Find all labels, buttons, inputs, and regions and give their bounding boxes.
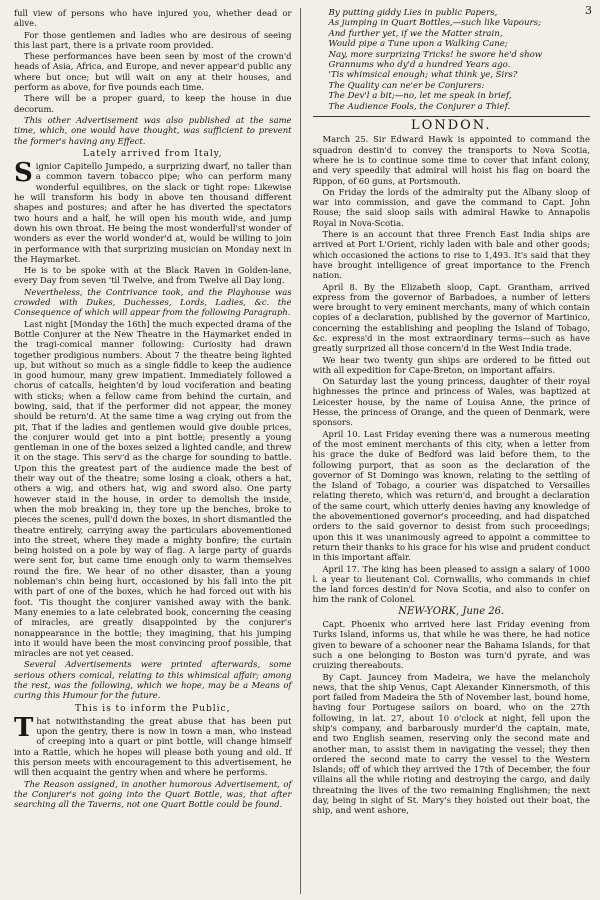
poem-line: Would pipe a Tune upon a Walking Cane; (328, 39, 508, 50)
advertisement-public (14, 712, 292, 778)
paragraph: There will be a proper guard, to keep the house in due decorum. (14, 93, 292, 114)
news-item: April 8. By the Elizabeth sloop, Capt. Grantham, arrived express from the governor of Barbadoes, a number of letters were brought to very eminent merchants, many of which contain copies of a declaration, published by the governor of Martinico, concerning the establishing and peopling the Island of Tobago, &c. express'd in the most extraordinary terms—such as have greatly surprized all those concern'd in the West India trade. (312, 281, 590, 354)
paragraph: Last night [Monday the 16th] the much expected drama of the Bottle Conjurer at the New Theatre in the Haymarket ended in the tragi-comical manner following: Curiosity had drawn together prodigious numbers. About 7 the theatre being lighted up, but without so much as a single fiddle to keep the audience in good humour, many grew impatient. Immediately followed a chorus of catcalls, heighten'd by loud vociferation and beating with sticks; when a fellow came from behind the curtain, and bowing, said, that if the performer did not appear, the money should be return'd. At the same time a wag crying out from the pit, That if the ladies and gentlemen would give double prices, the conjurer would get into a pint bottle; presently a young gentleman in one of the boxes seized a lighted candle, and threw it on the stage. This serv'd as the charge for sounding to battle. Upon this the greatest part of the audience made the best of their way out of the theatre; some losing a cloak, others a hat, others a wig, and others hat, wig and sword also. One party however staid in the house, in order to demolish the inside, when the mob breaking in, they tore up the benches, broke to pieces the scenes, pull'd down the boxes, in short dismantled the theatre entirely, carrying away the particulars abovementioned into the street, where they made a mighty bonfire; the curtain being hoisted on a pole by way of flag. A large party of guards were sent for, but came time enough only to warm themselves round the fire. We hear of no other disaster, than a young nobleman's chin being hurt, occasioned by his fall into the pit with part of one of the boxes, which he had forced out with his foot. 'Tis thought the conjurer vanished away with the bank. Many enemies to a late celebrated book, concerning the ceasing of miracles, are greatly disappointed by the conjurer's nonappearance in the bottle; they imagining, that his jumping into it would have been the most convincing proof possible, that miracles are not yet ceased. (14, 318, 292, 659)
poem-line: The Dev'l a bit;—no, let me speak in brief, (328, 91, 512, 102)
poem-line: And further yet, if we the Matter strain, (328, 28, 503, 39)
drop-cap: T (14, 712, 34, 743)
poem-line: By putting giddy Lies in public Papers, (328, 8, 498, 18)
paragraph: This other Advertisement was also published at the same time, which, one would have thought, was sufficient to prevent the former's having any Effect. (14, 114, 292, 146)
news-item: April 10. Last Friday evening there was a numerous meeting of the most eminent merchants of this city, when a letter from his grace the duke of Bedford was laid before them, to the following purport, that as soon as the declaration of the governor of St Domingo was known, relating to the settling of the Island of Tobago, a courier was dispatched to Versailles relating thereto, which was return'd, and brought a declaration of the same court, which utterly denies having any knowledge of the abovementioned governor's proceeding, and had dispatched orders to the said governor to desist from such proceedings; upon this it was unanimously agreed to appoint a committee to return their thanks to his grace for his wise and prudent conduct in this important affair. (312, 428, 590, 563)
poem-line: Nay, more surprizing Tricks! he swore he'd show (328, 49, 543, 60)
news-item: On Friday the lords of the admiralty put the Albany sloop of war into commission, and gave the command to Capt. John Rouse; the said sloop sails with admiral Hawke to Annapolis Royal in Nova-Scotia. (312, 186, 590, 228)
poem-line: Grannums who dy'd a hundred Years ago. (328, 60, 511, 71)
advertisement-text: ignior Capitello Jumpedo, a surprizing dwarf, no taller than a common tavern tobacco pipe; who can perform many wonderful equilibres, on the slack or tight rope: Likewise he will transform his body in above ten thousand different shapes and postures; and after he has diverted the spectators two hours and a half, he will open his mouth wide, and jump down his own throat. He being the most wonderfull'st wonder of wonders as ever the world wonder'd at, would be willing to join in performance with that surprizing musician on Monday next in the Haymarket. (14, 161, 292, 264)
advertisement-text: hat notwithstanding the great abuse that has been put upon the gentry, there is now in town a man, who instead of creeping into a quart or pint bottle, will change himself into a Rattle, which he hopes will please both young and old. If this person meets with encouragement to this advertisement, he will then acquaint the gentry when and where he performs. (14, 715, 292, 778)
london-heading: LONDON. (411, 118, 492, 134)
new-york-heading: NEW-YORK, June 26. (398, 605, 505, 617)
paragraph: These performances have been seen by most of the crown'd heads of Asia, Africa, and Europe, and never appear'd public any where but once; but will wait on any at their houses, and perform as above, for five pounds each time. (14, 51, 292, 93)
news-item: By Capt. Jauncey from Madeira, we have the melancholy news, that the ship Venus, Capt Alexander Kinnersmoth, of this port failed from Madeira the 5th of November last, bound home, having four Portugese sailors on board, who on the 27th following, in lat. 27, about 10 o'clock at night, fell upon the ship's company, and barbarously murder'd the captain, mate, and two English seamen, reserving only the second mate and another man, to assist them in navigating the vessel; they then ordered the second mate to carry the vessel to the Western Islands; off of which they arrived the 17th of December, the four villains all the while rioting and destroying the cargo, and daily threatning the lives of the two remaining Englishmen; the next day, being in sight of St. Mary's they hoisted out their boat, the ship, and went ashore, (312, 671, 590, 816)
news-item: Capt. Phoenix who arrived here last Friday evening from Turks Island, informs us, that while he was there, he had notice given to beware of a schooner near the Bahama Islands, for that such a one belonging to Boston was turn'd pyrate, and was cruizing thereabouts. (312, 619, 590, 671)
section-heading: Lately arrived from Italy, (82, 148, 223, 159)
paragraph: full view of persons who have injured you, whether dead or alive. (14, 8, 292, 29)
news-item: There is an account that three French East India ships are arrived at Port L'Orient, richly laden with bale and other goods; which occasioned the actions to rise to 1,493. It's said that they have brought intelligence of great importance to the French nation. (312, 229, 590, 281)
poem-line: 'Tis whimsical enough; what think ye, Sirs? (328, 70, 518, 81)
advertisement-italy (14, 158, 292, 264)
news-item: We hear two twenty gun ships are ordered to be fitted out with all expedition for Cape-Breton, on important affairs. (312, 354, 590, 375)
poem-line: The Quality can ne'er be Conjurers: (328, 80, 485, 91)
news-item: April 17. The king has been pleased to assign a salary of 1000 l. a year to lieutenant Col. Cornwallis, who commands in chief the land forces destin'd for Nova Scotia, and also to confer on him the rank of Colonel. (312, 563, 590, 605)
divider (313, 116, 591, 117)
page-number: 3 (585, 4, 592, 17)
news-item: On Saturday last the young princess, daughter of their royal highnesses the prince and princess of Wales, was baptized at Leicester house, by the name of Louisa Anne, the prince of Hesse, the princess of Orange, and the queen of Denmark, were sponsors. (312, 376, 590, 428)
paragraph: Nevertheless, the Contrivance took, and the Playhouse was crowded with Dukes, Duchesses, Lords, Ladies, &c. the Consequence of which will appear from the following Paragraph. (14, 286, 292, 318)
drop-cap: S (14, 158, 33, 189)
poem-line: The Audience Fools, the Conjurer a Thief. (328, 101, 511, 112)
paragraph: Several Advertisements were printed afterwards, some serious others comical, relating to this whimsical affair; among the rest, was the following, which we hope, may be a Means of curing this Humour for the future. (14, 659, 292, 701)
right-column (313, 8, 591, 894)
news-item: March 25. Sir Edward Hawk is appointed to command the squadron destin'd to convey the transports to Nova Scotia, where he is to continue some time to cover that infant colony, and very speedily that admiral will hoist his flag on board the Rippon, of 60 guns, at Portsmouth. (312, 134, 590, 186)
left-column (14, 8, 301, 894)
paragraph: The Reason assigned, in another humorous Advertisement, of the Conjurer's not going into the Quart Bottle, was, that after searching all the Taverns, not one Quart Bottle could be found. (14, 778, 292, 810)
section-heading: This is to inform the Public, (75, 703, 231, 714)
paragraph: For those gentlemen and ladies who are desirous of seeing this last part, there is a private room provided. (14, 29, 292, 50)
paragraph: He is to be spoke with at the Black Raven in Golden-lane, every Day from seven 'til Twelve, and from Twelve all Day long. (14, 265, 292, 286)
poem (313, 8, 591, 112)
poem-line: As jumping in Quart Bottles,—such like Vapours; (328, 18, 541, 29)
